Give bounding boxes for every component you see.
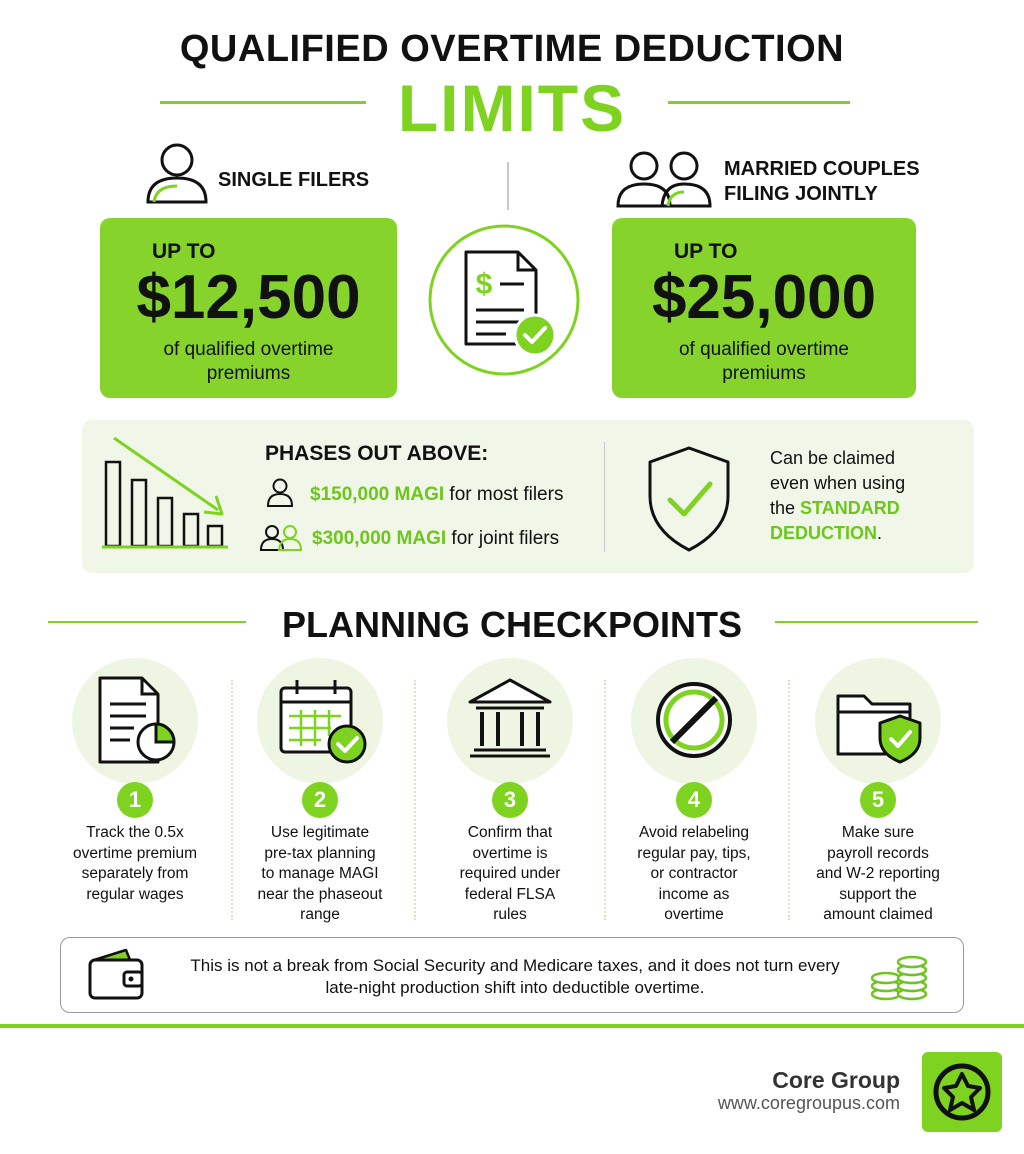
step-3-number: 3 (492, 782, 528, 818)
phaseout-most-suffix: for most filers (449, 484, 564, 505)
married-filers-label (724, 157, 920, 207)
step-5-line: Make sure (841, 824, 915, 841)
title-line-2: LIMITS (397, 71, 627, 145)
step-2-number: 2 (302, 782, 338, 818)
married-amount: $25,000 (651, 263, 877, 332)
step-3-line: overtime is (472, 844, 548, 862)
brand-logo (922, 1052, 1002, 1132)
couple-small-icon (260, 524, 302, 552)
standard-highlight-2: DEDUCTION (770, 523, 877, 543)
disclaimer-line-1: This is not a break from Social Security and Medicare taxes, and it does not turn every (190, 956, 840, 975)
step-separator (788, 680, 790, 920)
title-line-1: QUALIFIED OVERTIME DEDUCTION (179, 28, 845, 70)
step-1-number: 1 (117, 782, 153, 818)
single-limit-box (100, 218, 397, 398)
step-4-line: or contractor (650, 865, 738, 882)
step-4-line: income as (658, 885, 730, 903)
step-4-text (609, 823, 779, 926)
step-separator (231, 680, 233, 920)
standard-line-3-prefix: the (770, 498, 801, 518)
step-separator (414, 680, 416, 920)
married-upto: UP TO (674, 240, 738, 263)
standard-line-3 (770, 496, 950, 521)
standard-deduction-note (770, 446, 950, 546)
step-5-line: support the (839, 885, 917, 903)
step-separator (604, 680, 606, 920)
phaseout-joint-filers (312, 528, 559, 550)
step-3-line: rules (493, 906, 527, 923)
brand-name: Core Group (772, 1067, 900, 1093)
married-desc-line-2: premiums (722, 363, 806, 384)
single-desc-line-1: of qualified overtime (163, 339, 334, 360)
married-limit-box (612, 218, 916, 398)
single-upto: UP TO (152, 240, 216, 263)
phaseout-heading: PHASES OUT ABOVE: (265, 442, 489, 465)
step-4-line: Avoid relabeling (638, 824, 749, 841)
person-icon (266, 478, 294, 508)
disclaimer-text (160, 955, 870, 999)
step-2-line: pre-tax planning (264, 844, 376, 862)
tax-document-check-icon (426, 222, 582, 378)
bank-building-icon (466, 676, 554, 762)
step-1-line: Track the 0.5x (86, 824, 184, 841)
brand-logo-icon (922, 1052, 1002, 1132)
step-1-text (50, 823, 220, 905)
footer-divider (0, 1024, 1024, 1028)
phaseout-most-amount: $150,000 MAGI (310, 484, 445, 505)
folder-shield-icon (834, 682, 926, 766)
center-connector (507, 162, 509, 210)
phaseout-most-filers (310, 484, 563, 506)
step-4-number: 4 (676, 782, 712, 818)
single-desc-line-2: premiums (206, 363, 291, 384)
step-3-text (425, 823, 595, 926)
couple-icon (614, 148, 714, 208)
step-5-number: 5 (860, 782, 896, 818)
brand-url: www.coregroupus.com (717, 1093, 900, 1113)
married-label-line-2: FILING JOINTLY (724, 183, 878, 205)
calendar-check-icon (275, 676, 371, 768)
standard-line-2: even when using (770, 473, 906, 493)
step-2-line: near the phaseout (257, 885, 383, 903)
step-2-text (235, 823, 405, 926)
step-1-line: separately from (81, 865, 189, 882)
step-2-line: to manage MAGI (261, 865, 379, 882)
single-filers-label: SINGLE FILERS (218, 169, 370, 191)
wallet-icon (86, 946, 148, 1002)
shield-check-icon (644, 444, 734, 554)
declining-bar-chart-icon (100, 432, 232, 552)
step-5-line: amount claimed (823, 906, 933, 923)
phaseout-joint-amount: $300,000 MAGI (312, 528, 447, 549)
panel-divider (604, 442, 605, 552)
standard-line-1: Can be claimed (770, 448, 896, 468)
step-3-line: federal FLSA (464, 885, 556, 903)
document-chart-icon (90, 672, 182, 768)
single-description (100, 338, 397, 386)
step-3-line: Confirm that (467, 824, 553, 841)
step-5-line: payroll records (827, 844, 929, 862)
single-amount: $12,500 (136, 263, 361, 332)
married-desc-line-1: of qualified overtime (678, 339, 850, 360)
coin-stack-icon (868, 950, 932, 1004)
step-2-line: Use legitimate (270, 824, 370, 841)
disclaimer-line-2: late-night production shift into deductible overtime. (325, 978, 705, 997)
standard-line-4 (770, 521, 950, 546)
standard-line-4-suffix: . (877, 523, 883, 543)
step-4-line: overtime (664, 906, 724, 923)
step-5-line: and W-2 reporting (816, 865, 940, 882)
step-3-line: required under (459, 865, 561, 882)
step-1-line: regular wages (86, 885, 184, 903)
title-divider-right (668, 101, 850, 104)
step-1-line: overtime premium (72, 844, 198, 862)
section-title: PLANNING CHECKPOINTS (281, 604, 743, 645)
single-person-icon (144, 142, 210, 206)
section-divider-right (775, 621, 978, 623)
prohibited-icon (652, 678, 736, 762)
step-4-line: regular pay, tips, (637, 844, 751, 862)
phaseout-joint-suffix: for joint filers (451, 528, 560, 549)
svg-text:$: $ (475, 268, 493, 301)
standard-highlight-1: STANDARD (800, 498, 900, 518)
step-5-text (793, 823, 963, 926)
step-2-line: range (300, 906, 340, 923)
married-description (612, 338, 916, 386)
married-label-line-1: MARRIED COUPLES (724, 158, 920, 180)
